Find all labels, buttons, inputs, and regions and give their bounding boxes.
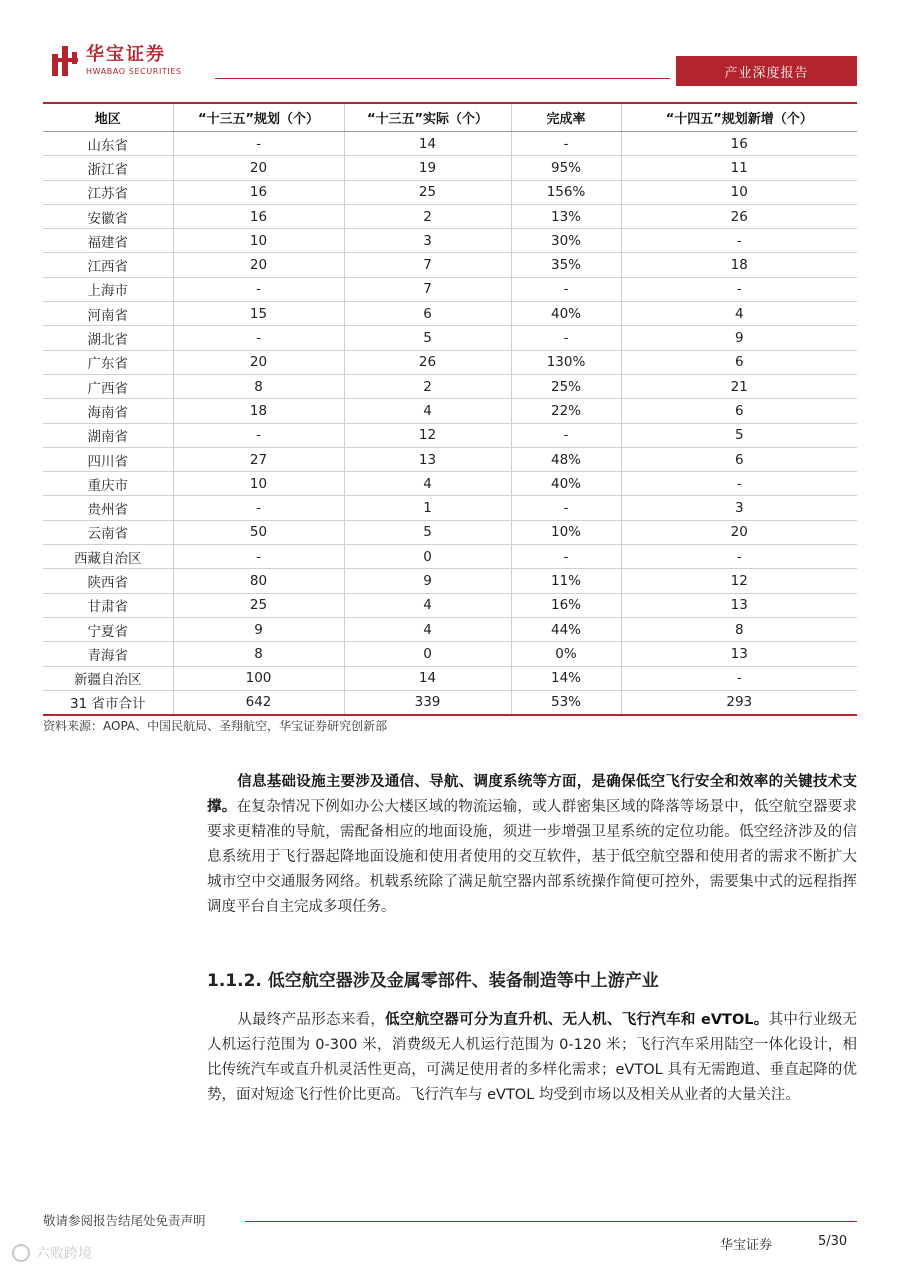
value-cell: 2 (344, 204, 511, 228)
value-cell: 4 (344, 593, 511, 617)
header-divider (215, 78, 670, 79)
section-heading (207, 966, 659, 991)
region-cell: 山东省 (43, 132, 173, 156)
value-cell: 3 (621, 496, 857, 520)
value-cell: 95% (511, 156, 621, 180)
column-header: 完成率 (511, 103, 621, 132)
value-cell: 40% (511, 302, 621, 326)
value-cell: - (173, 277, 344, 301)
region-cell: 安徽省 (43, 204, 173, 228)
value-cell: 2 (344, 374, 511, 398)
value-cell: - (173, 423, 344, 447)
table-row (43, 423, 857, 447)
value-cell: - (511, 132, 621, 156)
value-cell: 26 (344, 350, 511, 374)
para2-pre: 从最终产品形态来看， (237, 1012, 386, 1028)
para2-text: 其中行业级无人机运行范围为 0-300 米，消费级无人机运行范围为 0-120 米；飞行汽车采用陆空一体化设计，相比传统汽车或直升机灵活性更高，可满足使用者的多样化需求；eVTOL 具有无需跑道、垂直起降的优势，面对短途飞行性价比更高。飞行汽车与 eVTOL 均受到市场以及相关从业者的大量关注。 (207, 1012, 858, 1103)
value-cell: 4 (621, 302, 857, 326)
value-cell: 13 (344, 447, 511, 471)
value-cell: - (511, 496, 621, 520)
table-row (43, 156, 857, 180)
value-cell: 26 (621, 204, 857, 228)
column-header: 地区 (43, 103, 173, 132)
value-cell: 8 (173, 642, 344, 666)
value-cell: 10 (621, 180, 857, 204)
value-cell: 0% (511, 642, 621, 666)
para1-text: 在复杂情况下例如办公大楼区域的物流运输，或人群密集区域的降落等场景中，低空航空器要求要求更精准的导航，需配备相应的地面设施，须进一步增强卫星系统的定位功能。低空经济涉及的信息系统用于飞行器起降地面设施和使用者使用的交互软件，基于低空航空器和使用者的需求不断扩大城市空中交通服务网络。机载系统除了满足航空器内部系统操作简便可控外，需要集中式的远程指挥调度平台自主完成多项任务。 (207, 799, 858, 915)
value-cell: - (621, 277, 857, 301)
table-row (43, 593, 857, 617)
report-type-badge: 产业深度报告 (676, 56, 857, 86)
region-cell: 福建省 (43, 229, 173, 253)
value-cell: - (511, 423, 621, 447)
region-cell: 上海市 (43, 277, 173, 301)
value-cell: 3 (344, 229, 511, 253)
region-cell: 浙江省 (43, 156, 173, 180)
value-cell: - (173, 132, 344, 156)
footer-divider (245, 1221, 857, 1222)
value-cell: 10 (173, 472, 344, 496)
value-cell: 20 (173, 350, 344, 374)
logo-text-cn: 华宝证券 (86, 44, 166, 65)
table-row (43, 545, 857, 569)
value-cell: 20 (173, 156, 344, 180)
table-row (43, 374, 857, 398)
value-cell: 100 (173, 666, 344, 690)
value-cell: - (173, 545, 344, 569)
value-cell: 6 (621, 399, 857, 423)
value-cell: 15 (173, 302, 344, 326)
source-note: 资料来源：AOPA、中国民航局、圣翔航空，华宝证券研究创新部 (43, 719, 388, 733)
value-cell: 14 (344, 132, 511, 156)
value-cell: 8 (173, 374, 344, 398)
footer-disclaimer: 敬请参阅报告结尾处免责声明 (43, 1213, 206, 1228)
body-paragraph-1 (207, 770, 857, 920)
value-cell: 11% (511, 569, 621, 593)
value-cell: 50 (173, 520, 344, 544)
value-cell: 12 (344, 423, 511, 447)
table-row (43, 666, 857, 690)
value-cell: 27 (173, 447, 344, 471)
value-cell: 22% (511, 399, 621, 423)
footer-company: 华宝证券 (720, 1238, 773, 1253)
table-row (43, 496, 857, 520)
table-row (43, 472, 857, 496)
value-cell: 16 (621, 132, 857, 156)
company-logo (52, 46, 182, 76)
value-cell: 44% (511, 617, 621, 641)
table-row (43, 350, 857, 374)
value-cell: 8 (621, 617, 857, 641)
value-cell: 16 (173, 180, 344, 204)
region-cell: 海南省 (43, 399, 173, 423)
region-cell: 湖南省 (43, 423, 173, 447)
total-value-cell: 642 (173, 690, 344, 715)
value-cell: 5 (344, 520, 511, 544)
region-cell: 陕西省 (43, 569, 173, 593)
region-cell: 广东省 (43, 350, 173, 374)
value-cell: 35% (511, 253, 621, 277)
logo-mark-icon (52, 46, 78, 76)
body-paragraph-2 (207, 1008, 857, 1108)
value-cell: 6 (344, 302, 511, 326)
table-row (43, 326, 857, 350)
value-cell: 14% (511, 666, 621, 690)
table-row (43, 204, 857, 228)
table-row (43, 520, 857, 544)
total-value-cell: 53% (511, 690, 621, 715)
value-cell: 18 (621, 253, 857, 277)
value-cell: 25 (173, 593, 344, 617)
total-label-cell: 31 省市合计 (43, 690, 173, 715)
value-cell: 10% (511, 520, 621, 544)
value-cell: 21 (621, 374, 857, 398)
value-cell: 6 (621, 350, 857, 374)
value-cell: 156% (511, 180, 621, 204)
para2-bold: 低空航空器可分为直升机、无人机、飞行汽车和 eVTOL。 (385, 1012, 769, 1028)
value-cell: 4 (344, 399, 511, 423)
table-row (43, 642, 857, 666)
page-number: 5/30 (818, 1234, 848, 1249)
region-cell: 云南省 (43, 520, 173, 544)
value-cell: 4 (344, 472, 511, 496)
table-row (43, 180, 857, 204)
total-row (43, 690, 857, 715)
value-cell: 16% (511, 593, 621, 617)
value-cell: 5 (621, 423, 857, 447)
region-cell: 甘肃省 (43, 593, 173, 617)
watermark-icon (12, 1244, 30, 1262)
value-cell: 13 (621, 642, 857, 666)
value-cell: 30% (511, 229, 621, 253)
table-row (43, 132, 857, 156)
value-cell: 5 (344, 326, 511, 350)
value-cell: 20 (621, 520, 857, 544)
value-cell: 9 (621, 326, 857, 350)
value-cell: 25 (344, 180, 511, 204)
region-cell: 江苏省 (43, 180, 173, 204)
value-cell: 0 (344, 642, 511, 666)
column-header: “十四五”规划新增（个） (621, 103, 857, 132)
column-header: “十三五”规划（个） (173, 103, 344, 132)
value-cell: 130% (511, 350, 621, 374)
total-value-cell: 339 (344, 690, 511, 715)
region-cell: 新疆自治区 (43, 666, 173, 690)
value-cell: 19 (344, 156, 511, 180)
table-row (43, 277, 857, 301)
value-cell: - (621, 666, 857, 690)
value-cell: - (173, 326, 344, 350)
value-cell: 10 (173, 229, 344, 253)
value-cell: 13% (511, 204, 621, 228)
value-cell: 16 (173, 204, 344, 228)
value-cell: 20 (173, 253, 344, 277)
table-row (43, 253, 857, 277)
airport-table (43, 102, 857, 716)
value-cell: 80 (173, 569, 344, 593)
value-cell: 40% (511, 472, 621, 496)
value-cell: - (621, 472, 857, 496)
region-cell: 青海省 (43, 642, 173, 666)
watermark-text: 六败跨境 (36, 1246, 92, 1262)
value-cell: - (621, 229, 857, 253)
value-cell: - (173, 496, 344, 520)
value-cell: 4 (344, 617, 511, 641)
region-cell: 河南省 (43, 302, 173, 326)
region-cell: 湖北省 (43, 326, 173, 350)
value-cell: - (511, 326, 621, 350)
value-cell: 1 (344, 496, 511, 520)
table-row (43, 617, 857, 641)
table-row (43, 569, 857, 593)
watermark (12, 1243, 92, 1263)
region-cell: 江西省 (43, 253, 173, 277)
table-row (43, 447, 857, 471)
value-cell: 6 (621, 447, 857, 471)
region-cell: 宁夏省 (43, 617, 173, 641)
value-cell: 7 (344, 277, 511, 301)
column-header: “十三五”实际（个） (344, 103, 511, 132)
value-cell: 18 (173, 399, 344, 423)
table-row (43, 229, 857, 253)
para1-bold: 信息基础设施主要涉及通信、导航、调度系统等方面，是确保低空飞行安全和效率的关键技术支撑。 (207, 774, 857, 815)
region-cell: 贵州省 (43, 496, 173, 520)
logo-text-en: HWABAO SECURITIES (86, 67, 182, 76)
value-cell: 9 (173, 617, 344, 641)
value-cell: 25% (511, 374, 621, 398)
value-cell: 14 (344, 666, 511, 690)
region-cell: 重庆市 (43, 472, 173, 496)
value-cell: 48% (511, 447, 621, 471)
value-cell: - (621, 545, 857, 569)
table-row (43, 399, 857, 423)
table-header-row (43, 103, 857, 132)
table-row (43, 302, 857, 326)
value-cell: 12 (621, 569, 857, 593)
value-cell: - (511, 545, 621, 569)
total-value-cell: 293 (621, 690, 857, 715)
region-cell: 四川省 (43, 447, 173, 471)
value-cell: 9 (344, 569, 511, 593)
region-cell: 广西省 (43, 374, 173, 398)
value-cell: 0 (344, 545, 511, 569)
section-number: 1.1.2. (207, 971, 262, 991)
value-cell: - (511, 277, 621, 301)
value-cell: 11 (621, 156, 857, 180)
value-cell: 13 (621, 593, 857, 617)
section-title: 低空航空器涉及金属零部件、装备制造等中上游产业 (267, 971, 659, 991)
region-cell: 西藏自治区 (43, 545, 173, 569)
value-cell: 7 (344, 253, 511, 277)
